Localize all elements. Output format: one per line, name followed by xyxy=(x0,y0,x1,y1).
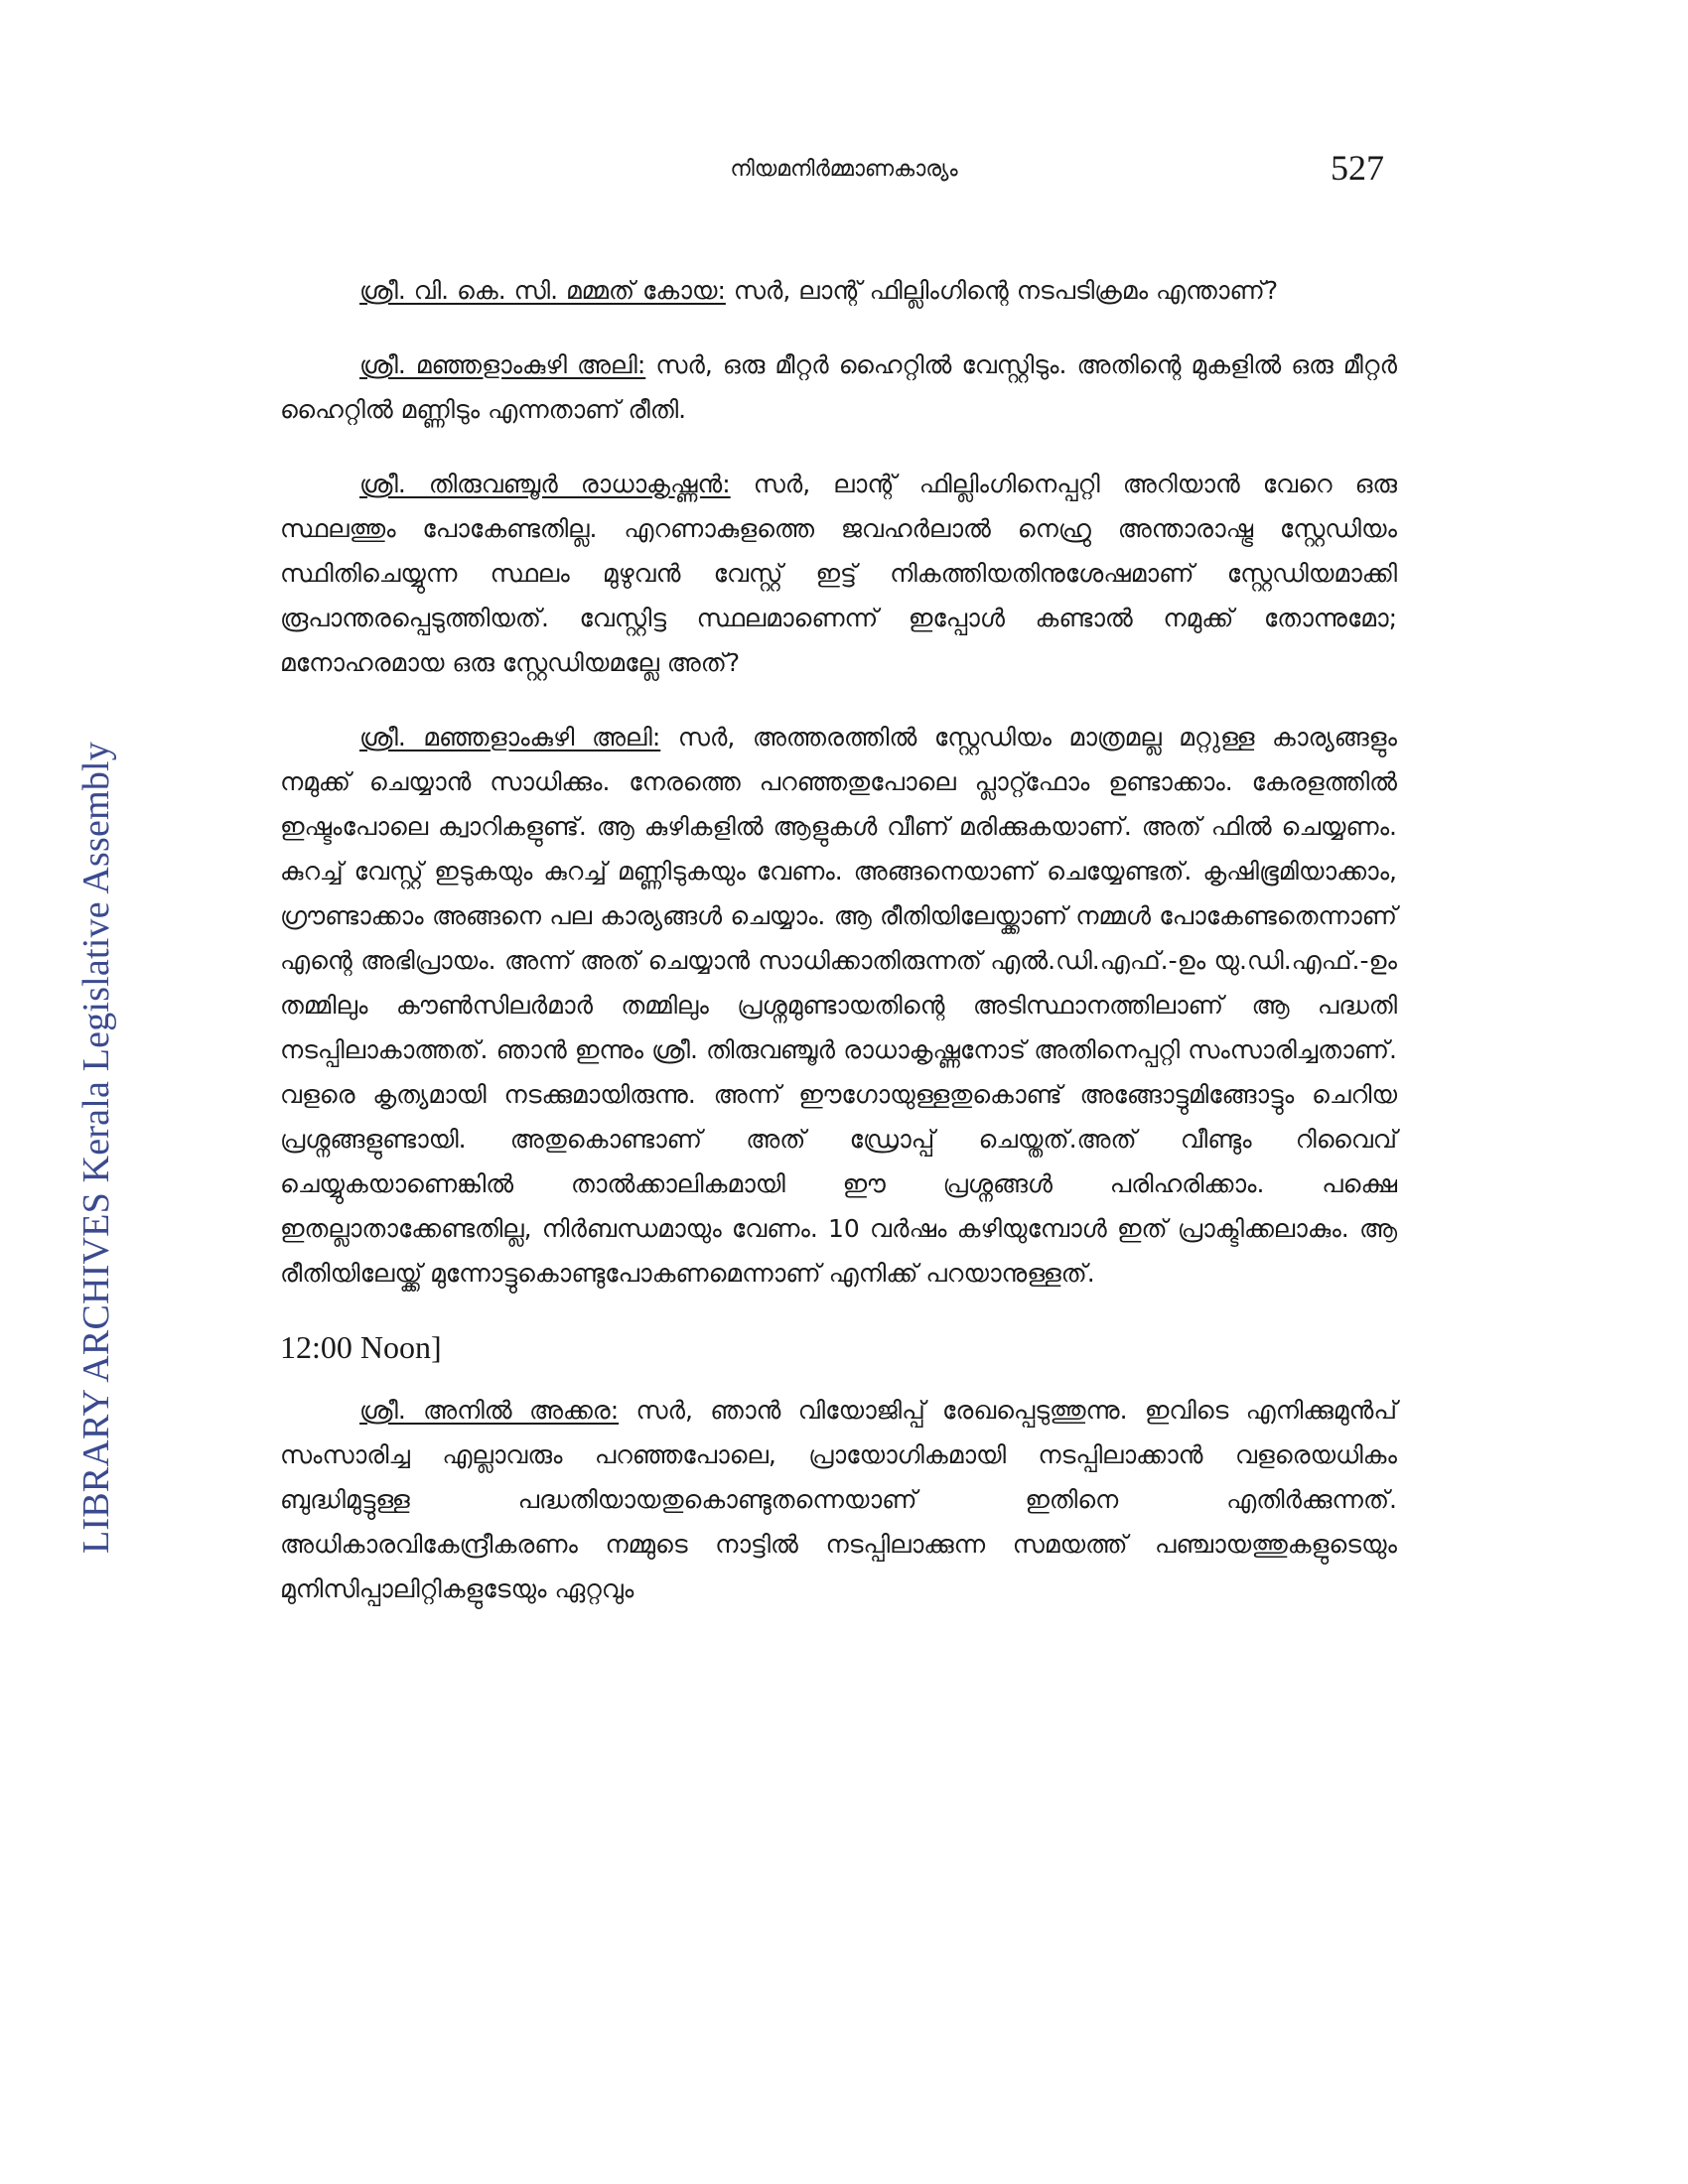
speech-text: സർ, ഒരു മീറ്റർ ഹൈറ്റിൽ വേസ്റ്റിടും. അതിന്റെ മുകളിൽ ഒരു മീറ്റർ ഹൈറ്റിൽ മണ്ണിടും എന്നതാണ് രീതി. xyxy=(280,350,1397,424)
speech-text: സർ, ഞാൻ വിയോജിപ്പ് രേഖപ്പെടുത്തുന്നു. ഇവിടെ എനിക്കുമുൻപ് സംസാരിച്ച എല്ലാവരും പറഞ്ഞപോലെ, പ്രായോഗികമായി നടപ്പിലാക്കാൻ വളരെയധികം ബുദ്ധിമുട്ടുള്ള പദ്ധതിയായതുകൊണ്ടുതന്നെയാണ് ഇതിനെ എതിർക്കുന്നത്. അധികാരവികേന്ദ്രീകരണം നമ്മുടെ നാട്ടിൽ നടപ്പിലാക്കുന്ന സമയത്ത് പഞ്ചായത്തുകളുടെയും മുനിസിപ്പാലിറ്റികളുടേയും ഏറ്റവും xyxy=(280,1396,1397,1603)
speaker-name: ശ്രീ. മഞ്ഞളാംകുഴി അലി: xyxy=(359,350,646,379)
speech-paragraph xyxy=(280,462,1397,685)
archive-watermark: LIBRARY ARCHIVES Kerala Legislative Assembly xyxy=(75,742,117,1554)
speaker-name: ശ്രീ. അനിൽ അക്കര: xyxy=(359,1396,620,1425)
speech-text: സർ, അത്തരത്തിൽ സ്റ്റേഡിയം മാത്രമല്ല മറ്റുള്ള കാര്യങ്ങളും നമുക്ക് ചെയ്യാൻ സാധിക്കും. നേരത്തെ പറഞ്ഞതുപോലെ പ്ലാറ്റ്ഫോം ഉണ്ടാക്കാം. കേരളത്തിൽ ഇഷ്ടംപോലെ ക്വാറികളുണ്ട്. ആ കുഴികളിൽ ആളുകൾ വീണ് മരിക്കുകയാണ്. അത് ഫിൽ ചെയ്യണം. കുറച്ച് വേസ്റ്റ് ഇടുകയും കുറച്ച് മണ്ണിടുകയും വേണം. അങ്ങനെയാണ് ചെയ്യേണ്ടത്. കൃഷിഭൂമിയാക്കാം, ഗ്രൗണ്ടാക്കാം അങ്ങനെ പല കാര്യങ്ങൾ ചെയ്യാം. ആ രീതിയിലേയ്ക്കാണ് നമ്മൾ പോകേണ്ടതെന്നാണ് എന്റെ അഭിപ്രായം. അന്ന് അത് ചെയ്യാൻ സാധിക്കാതിരുന്നത് എൽ.ഡി.എഫ്.-ഉം യു.ഡി.എഫ്.-ഉം തമ്മിലും കൗൺസിലർമാർ തമ്മിലും പ്രശ്നമുണ്ടായതിന്റെ അടിസ്ഥാനത്തിലാണ് ആ പദ്ധതി നടപ്പിലാകാത്തത്. ഞാൻ ഇന്നും ശ്രീ. തിരുവഞ്ചൂർ രാധാകൃഷ്ണനോട് അതിനെപ്പറ്റി സംസാരിച്ചതാണ്. വളരെ കൃത്യമായി നടക്കുമായിരുന്നു. അന്ന് ഈഗോയുള്ളതുകൊണ്ട് അങ്ങോട്ടുമിങ്ങോട്ടും ചെറിയ പ്രശ്നങ്ങളുണ്ടായി. അതുകൊണ്ടാണ് അത് ഡ്രോപ്പ് ചെയ്തത്.അത് വീണ്ടും റിവൈവ് ചെയ്യുകയാണെങ്കിൽ താൽക്കാലികമായി ഈ പ്രശ്നങ്ങൾ പരിഹരിക്കാം. പക്ഷെ ഇതല്ലാതാക്കേണ്ടതില്ല, നിർബന്ധമായും വേണം. 10 വർഷം കഴിയുമ്പോൾ ഇത് പ്രാക്ടിക്കലാകും. ആ രീതിയിലേയ്ക്ക് മുന്നോട്ടുകൊണ്ടുപോകണമെന്നാണ് എനിക്ക് പറയാനുള്ളത്. xyxy=(280,723,1397,1288)
speech-paragraph xyxy=(280,268,1397,313)
running-header-title: നിയമനിർമ്മാണകാര്യം xyxy=(730,157,958,182)
speech-paragraph xyxy=(280,1388,1397,1611)
speech-paragraph xyxy=(280,342,1397,432)
speech-paragraph xyxy=(280,715,1397,1296)
speaker-name: ശ്രീ. മഞ്ഞളാംകുഴി അലി: xyxy=(359,723,661,751)
speech-text: സർ, ലാന്റ് ഫില്ലിംഗിനെപ്പറ്റി അറിയാൻ വേറെ ഒരു സ്ഥലത്തും പോകേണ്ടതില്ല. എറണാകുളത്തെ ജവഹർലാൽ നെഹ്രു അന്താരാഷ്ട്ര സ്റ്റേഡിയം സ്ഥിതിചെയ്യുന്ന സ്ഥലം മുഴുവൻ വേസ്റ്റ് ഇട്ട് നികത്തിയതിനുശേഷമാണ് സ്റ്റേഡിയമാക്കി രൂപാന്തരപ്പെടുത്തിയത്. വേസ്റ്റിട്ട സ്ഥലമാണെന്ന് ഇപ്പോൾ കണ്ടാൽ നമുക്ക് തോന്നുമോ; മനോഹരമായ ഒരു സ്റ്റേഡിയമല്ലേ അത്? xyxy=(280,470,1397,677)
speaker-name: ശ്രീ. തിരുവഞ്ചൂർ രാധാകൃഷ്ണൻ: xyxy=(359,470,731,498)
page-number: 527 xyxy=(1331,148,1384,188)
speaker-name: ശ്രീ. വി. കെ. സി. മമ്മത് കോയ: xyxy=(359,276,726,305)
proceedings-text xyxy=(280,268,1397,1641)
speech-text: സർ, ലാന്റ് ഫില്ലിംഗിന്റെ നടപടിക്രമം എന്താണ്? xyxy=(725,276,1279,305)
time-marker: 12:00 Noon] xyxy=(280,1329,442,1365)
